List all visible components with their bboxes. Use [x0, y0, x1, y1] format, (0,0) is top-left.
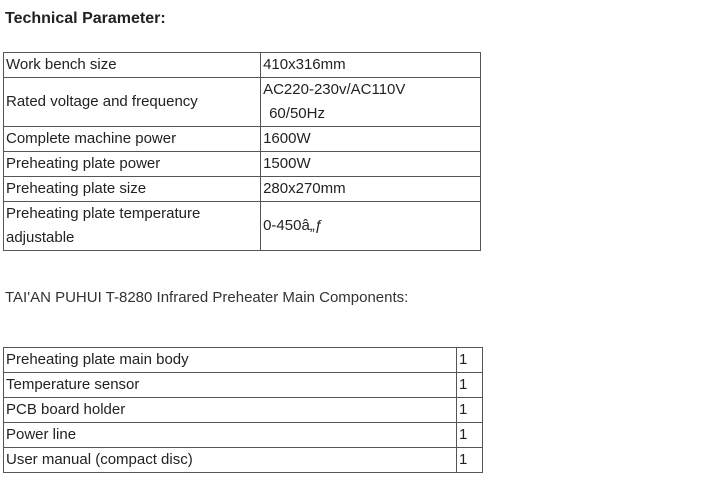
- table-row: [4, 398, 483, 423]
- component-qty: 1: [457, 373, 483, 398]
- table-row: [4, 78, 481, 127]
- param-name: [4, 202, 261, 251]
- param-name: Complete machine power: [4, 127, 261, 152]
- component-qty: 1: [457, 423, 483, 448]
- component-name: Temperature sensor: [4, 373, 457, 398]
- param-name-line: adjustable: [6, 229, 75, 246]
- param-name-line: Preheating plate temperature: [6, 205, 201, 222]
- table-row: [4, 348, 483, 373]
- param-value-line: AC220-230v/AC110V: [263, 81, 406, 98]
- param-name: Preheating plate size: [4, 177, 261, 202]
- table-row: [4, 53, 481, 78]
- component-qty: 1: [457, 448, 483, 473]
- component-qty: 1: [457, 398, 483, 423]
- param-name: Preheating plate power: [4, 152, 261, 177]
- param-value: 1500W: [261, 152, 481, 177]
- components-table: [3, 347, 483, 473]
- component-name: Preheating plate main body: [4, 348, 457, 373]
- table-row: [4, 202, 481, 251]
- component-name: PCB board holder: [4, 398, 457, 423]
- components-heading: TAI'AN PUHUI T-8280 Infrared Preheater Main Components:: [5, 289, 409, 306]
- table-row: [4, 177, 481, 202]
- component-name: Power line: [4, 423, 457, 448]
- param-value: 1600W: [261, 127, 481, 152]
- component-name: User manual (compact disc): [4, 448, 457, 473]
- table-row: [4, 152, 481, 177]
- param-name: Rated voltage and frequency: [4, 78, 261, 127]
- component-qty: 1: [457, 348, 483, 373]
- table-row: [4, 127, 481, 152]
- table-row: [4, 448, 483, 473]
- technical-parameter-heading: Technical Parameter:: [5, 10, 166, 27]
- param-value: 280x270mm: [261, 177, 481, 202]
- param-value: 0-450â„ƒ: [261, 202, 481, 251]
- table-row: [4, 423, 483, 448]
- param-name: Work bench size: [4, 53, 261, 78]
- param-value: [261, 78, 481, 127]
- param-value-line: 60/50Hz: [269, 105, 325, 122]
- technical-parameter-table: [3, 52, 481, 251]
- table-row: [4, 373, 483, 398]
- param-value: 410x316mm: [261, 53, 481, 78]
